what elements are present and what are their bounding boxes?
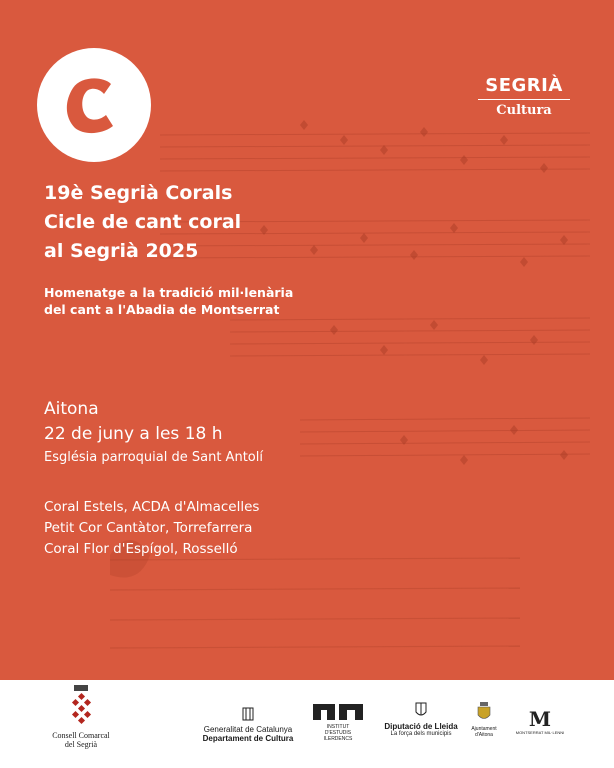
sponsor-ajuntament: [466, 702, 502, 738]
consell-line2: del Segrià: [64, 740, 98, 749]
montserrat-logo: M: [528, 707, 552, 731]
brand-line2: Cultura: [496, 103, 552, 118]
event-date: 22 de juny a les 18 h: [44, 424, 223, 444]
event-town: Aitona: [44, 399, 99, 419]
choir-item: Petit Cor Cantàtor, Torrefarrera: [44, 520, 253, 536]
sponsor-montserrat: [510, 708, 570, 735]
montserrat-line1: MONTSERRAT MIL·LENNI: [515, 730, 565, 735]
segria-cultura-brand: [478, 76, 570, 119]
sponsor-generalitat: [196, 706, 300, 743]
generalitat-line1: Generalitat de Catalunya: [203, 725, 293, 734]
iei-logo-icon: [313, 704, 363, 720]
title-line1: 19è Segrià Corals: [44, 182, 233, 204]
diputacio-shield-icon: [415, 702, 427, 718]
choir-item: Coral Flor d'Espígol, Rosselló: [44, 541, 238, 557]
sponsor-consell-comarcal: [46, 683, 116, 749]
event-place-date: [44, 397, 223, 447]
choir-list: [44, 497, 259, 560]
ajuntament-line1: Ajuntament: [471, 726, 497, 732]
subtitle-line2: del cant a l'Abadia de Montserrat: [44, 302, 280, 317]
iei-line1: INSTITUT: [326, 724, 350, 730]
c-letter-logo-icon: [59, 70, 129, 140]
generalitat-line2: Departament de Cultura: [202, 734, 294, 743]
segria-corals-logo: [37, 48, 151, 162]
brand-line1: SEGRIÀ: [485, 75, 563, 96]
diputacio-line1: Diputació de Lleida: [384, 722, 458, 731]
sponsor-diputacio: [378, 702, 464, 737]
iei-line3: ILERDENCS: [323, 736, 353, 742]
aitona-shield-icon: [477, 702, 491, 722]
event-subtitle: [44, 284, 293, 318]
consell-line1: Consell Comarcal: [52, 731, 110, 740]
title-line2: Cicle de cant coral: [44, 211, 242, 233]
subtitle-line1: Homenatge a la tradició mil·lenària: [44, 285, 294, 300]
brand-divider: [478, 99, 570, 100]
event-title: [44, 179, 241, 266]
title-line3: al Segrià 2025: [44, 240, 199, 262]
ajuntament-line2: d'Aitona: [475, 732, 493, 738]
event-venue: Església parroquial de Sant Antolí: [44, 450, 263, 465]
choir-item: Coral Estels, ACDA d'Almacelles: [44, 499, 260, 515]
diputacio-line2: La força dels municipis: [390, 731, 452, 737]
consell-shield-icon: [66, 683, 96, 727]
sponsor-iei: [311, 704, 365, 742]
iei-line2: D'ESTUDIS: [324, 730, 352, 736]
generalitat-emblem-icon: [242, 707, 254, 721]
